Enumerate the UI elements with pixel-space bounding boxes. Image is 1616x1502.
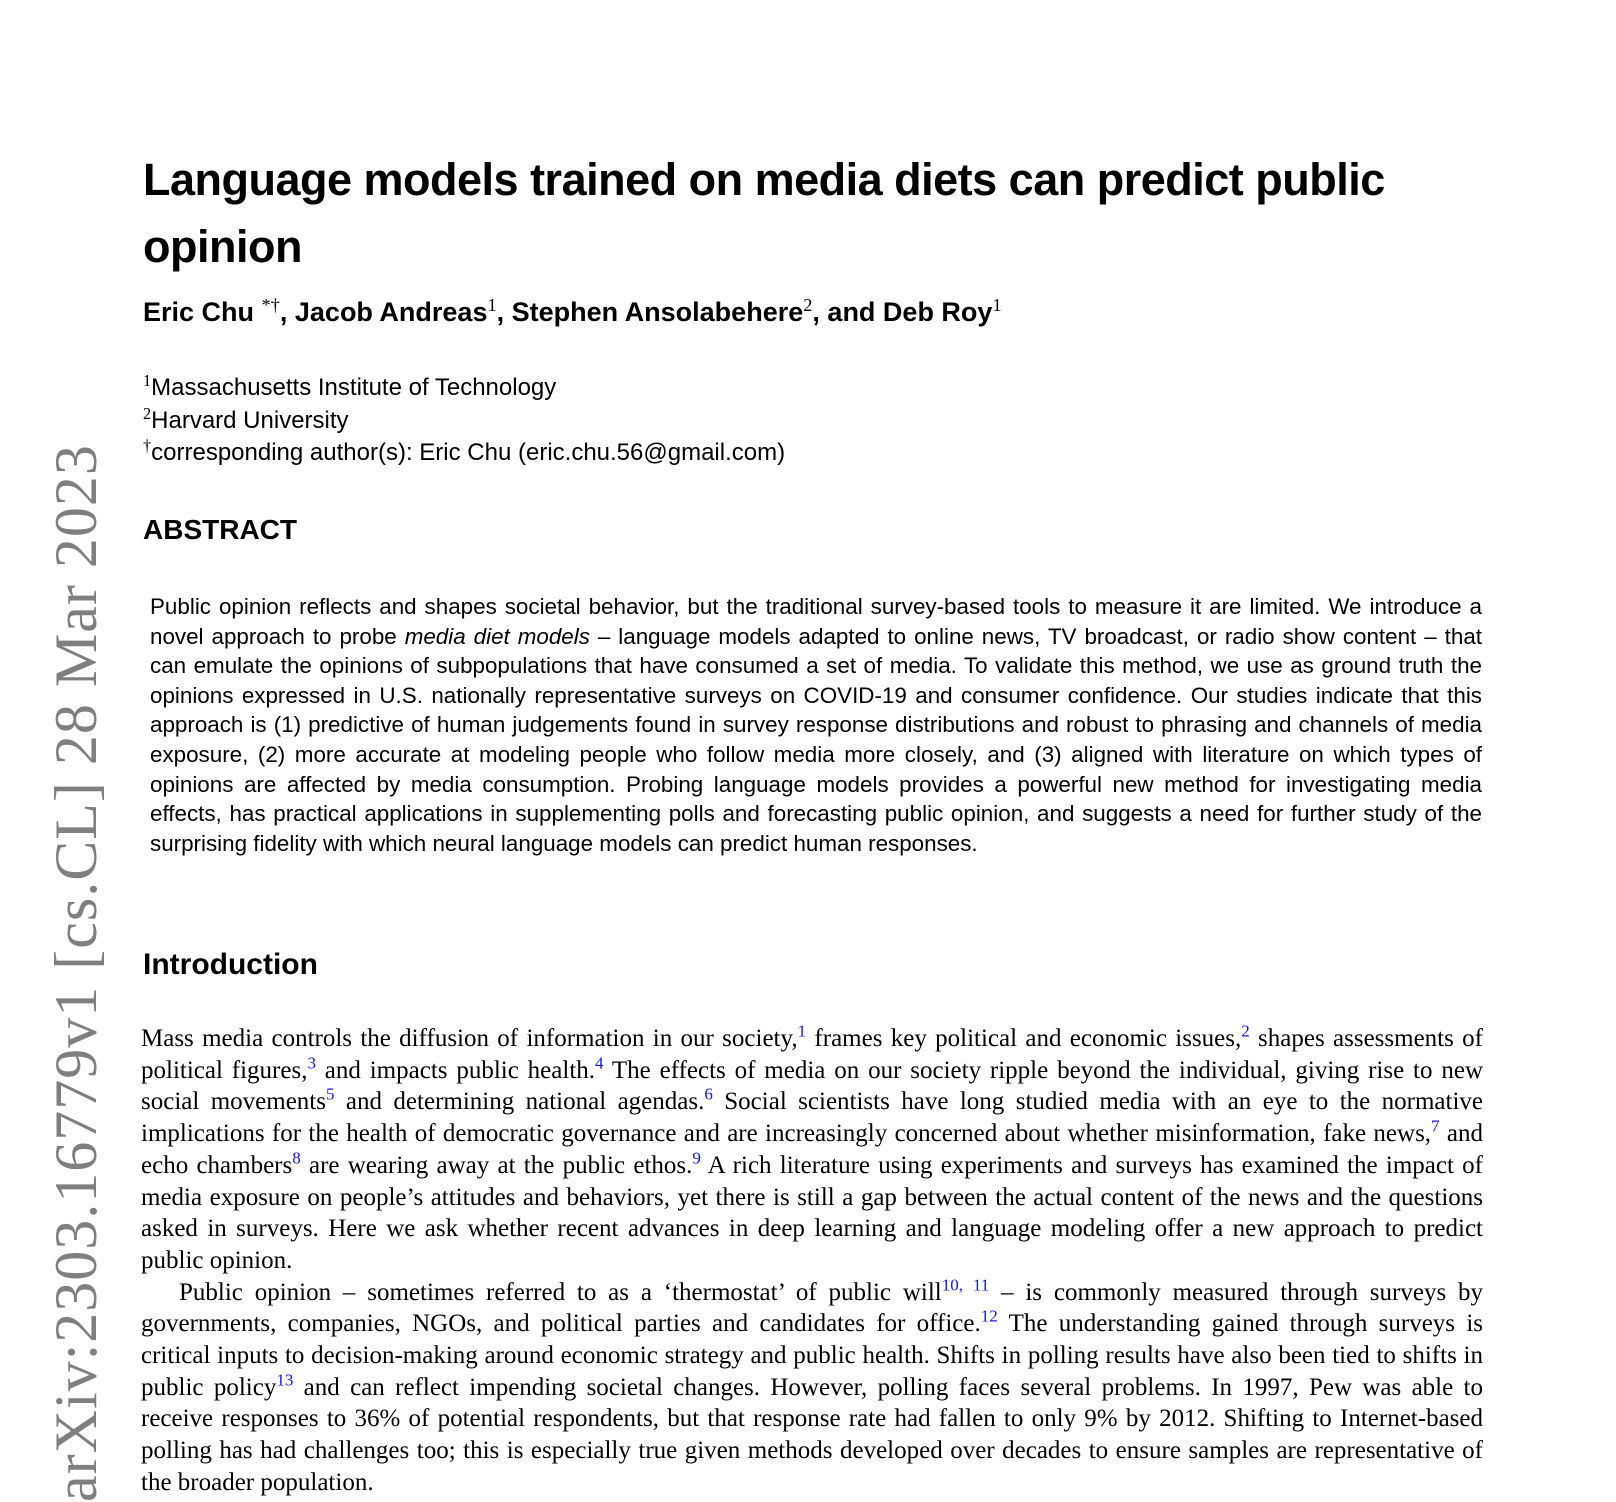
affiliations-block xyxy=(143,372,1483,470)
citation-link[interactable]: 10, 11 xyxy=(941,1275,990,1295)
text-segment: corresponding author(s): Eric Chu (eric.chu.56@gmail.com) xyxy=(151,439,786,466)
text-segment: Social scientists have long studied media with an eye to the normative implications for the health of democratic governance and are increasingly concerned about whether misinformation, fake news, xyxy=(141,1088,1484,1148)
superscript-marker: 2 xyxy=(143,403,152,423)
text-segment: , Jacob Andreas xyxy=(279,297,488,327)
text-segment: Harvard University xyxy=(151,406,349,434)
citation-link[interactable]: 9 xyxy=(692,1148,701,1168)
intro-paragraph-1 xyxy=(141,1023,1483,1277)
author-line xyxy=(143,297,1483,328)
citation-link[interactable]: 4 xyxy=(595,1053,604,1073)
text-segment: The effects of media on our society ripple beyond the individual, giving rise to new social movements xyxy=(141,1056,1483,1116)
text-segment: , and Deb Roy xyxy=(812,297,993,327)
text-segment: Massachusetts Institute of Technology xyxy=(151,374,557,401)
italic-text: media diet models xyxy=(404,623,590,649)
text-segment: Public opinion – sometimes referred to as a ‘thermostat’ of public will xyxy=(179,1278,942,1306)
citation-link[interactable]: 2 xyxy=(1241,1021,1250,1041)
superscript-marker: 2 xyxy=(803,295,813,315)
text-segment: and echo chambers xyxy=(141,1120,1483,1179)
citation-link[interactable]: 7 xyxy=(1431,1116,1440,1136)
superscript-marker: 1 xyxy=(992,295,1002,315)
abstract-text xyxy=(150,592,1482,858)
text-segment: shapes assessments of political figures, xyxy=(141,1025,1483,1084)
text-segment: – is commonly measured through surveys by governments, companies, NGOs, and political parties and candidates for office. xyxy=(141,1278,1484,1338)
superscript-marker: 1 xyxy=(487,295,497,315)
citation-link[interactable]: 13 xyxy=(276,1370,294,1390)
citation-link[interactable]: 1 xyxy=(797,1021,807,1041)
text-segment: The understanding gained through surveys is critical inputs to decision-making around economic strategy and public health. Shifts in polling results have also been tied to shifts in public policy xyxy=(141,1310,1483,1401)
corresponding-author-line xyxy=(143,437,1483,470)
text-segment: and determining national agendas. xyxy=(334,1088,705,1116)
citation-link[interactable]: 5 xyxy=(326,1085,335,1105)
text-segment: – language models adapted to online news, TV broadcast, or radio show content – that can emulate the opinions of subpopulations that have consumed a set of media. To validate this method, we use as ground truth the opinions expressed in U.S. nationally representative surveys on COVID-19 and consumer confidence. Our studies indicate that this approach is (1) predictive of human judgements found in survey response distributions and robust to phrasing and channels of media exposure, (2) more accurate at modeling people who follow media more closely, and (3) aligned with literature on which types of opinions are affected by media consumption. Probing language models provides a powerful new method for investigating media effects, has practical applications in supplementing polls and forecasting public opinion, and suggests a need for further study of the surprising fidelity with which neural language models can predict human responses. xyxy=(150,623,1482,856)
text-segment: Public opinion reflects and shapes societal behavior, but the traditional survey-based tools to measure it are limited. We introduce a novel approach to probe xyxy=(150,594,1482,649)
text-segment: frames key political and economic issues, xyxy=(806,1025,1242,1052)
abstract-heading: ABSTRACT xyxy=(143,514,297,545)
superscript-marker: † xyxy=(143,436,152,455)
intro-paragraph-2 xyxy=(141,1277,1483,1499)
text-segment: and can reflect impending societal changes. However, polling faces several problems. In 1997, Pew was able to receive responses to 36% of potential respondents, but that response rate had fallen to only 9% by 2012. Shifting to Internet-based polling has had challenges too; this is especially true given methods developed over decades to ensure samples are representative of the broader population. xyxy=(141,1373,1484,1496)
citation-link[interactable]: 6 xyxy=(704,1085,713,1105)
citation-link[interactable]: 12 xyxy=(980,1307,998,1326)
introduction-heading: Introduction xyxy=(143,948,318,981)
arxiv-watermark: arXiv:2303.16779v1 [cs.CL] 28 Mar 2023 xyxy=(43,444,109,1502)
affiliation-mit xyxy=(143,372,1483,405)
text-segment: Mass media controls the diffusion of information in our society, xyxy=(141,1025,798,1052)
text-segment: A rich literature using experiments and surveys has examined the impact of media exposure on people’s attitudes and behaviors, yet there is still a gap between the actual content of the news and the questions asked in surveys. Here we ask whether recent advances in deep learning and language modeling offer a new approach to predict public opinion. xyxy=(141,1151,1484,1274)
introduction-body xyxy=(141,1023,1483,1499)
text-segment: Eric Chu xyxy=(143,297,262,327)
text-segment: and impacts public health. xyxy=(315,1056,596,1084)
citation-link[interactable]: 3 xyxy=(307,1053,316,1073)
superscript-marker: *† xyxy=(261,295,280,315)
text-segment: are wearing away at the public ethos. xyxy=(300,1151,693,1179)
superscript-marker: 1 xyxy=(143,371,152,390)
text-segment: , Stephen Ansolabehere xyxy=(496,297,804,327)
affiliation-harvard xyxy=(143,405,1483,438)
citation-link[interactable]: 8 xyxy=(292,1148,301,1168)
paper-title: Language models trained on media diets can predict public opinion xyxy=(143,154,1385,272)
